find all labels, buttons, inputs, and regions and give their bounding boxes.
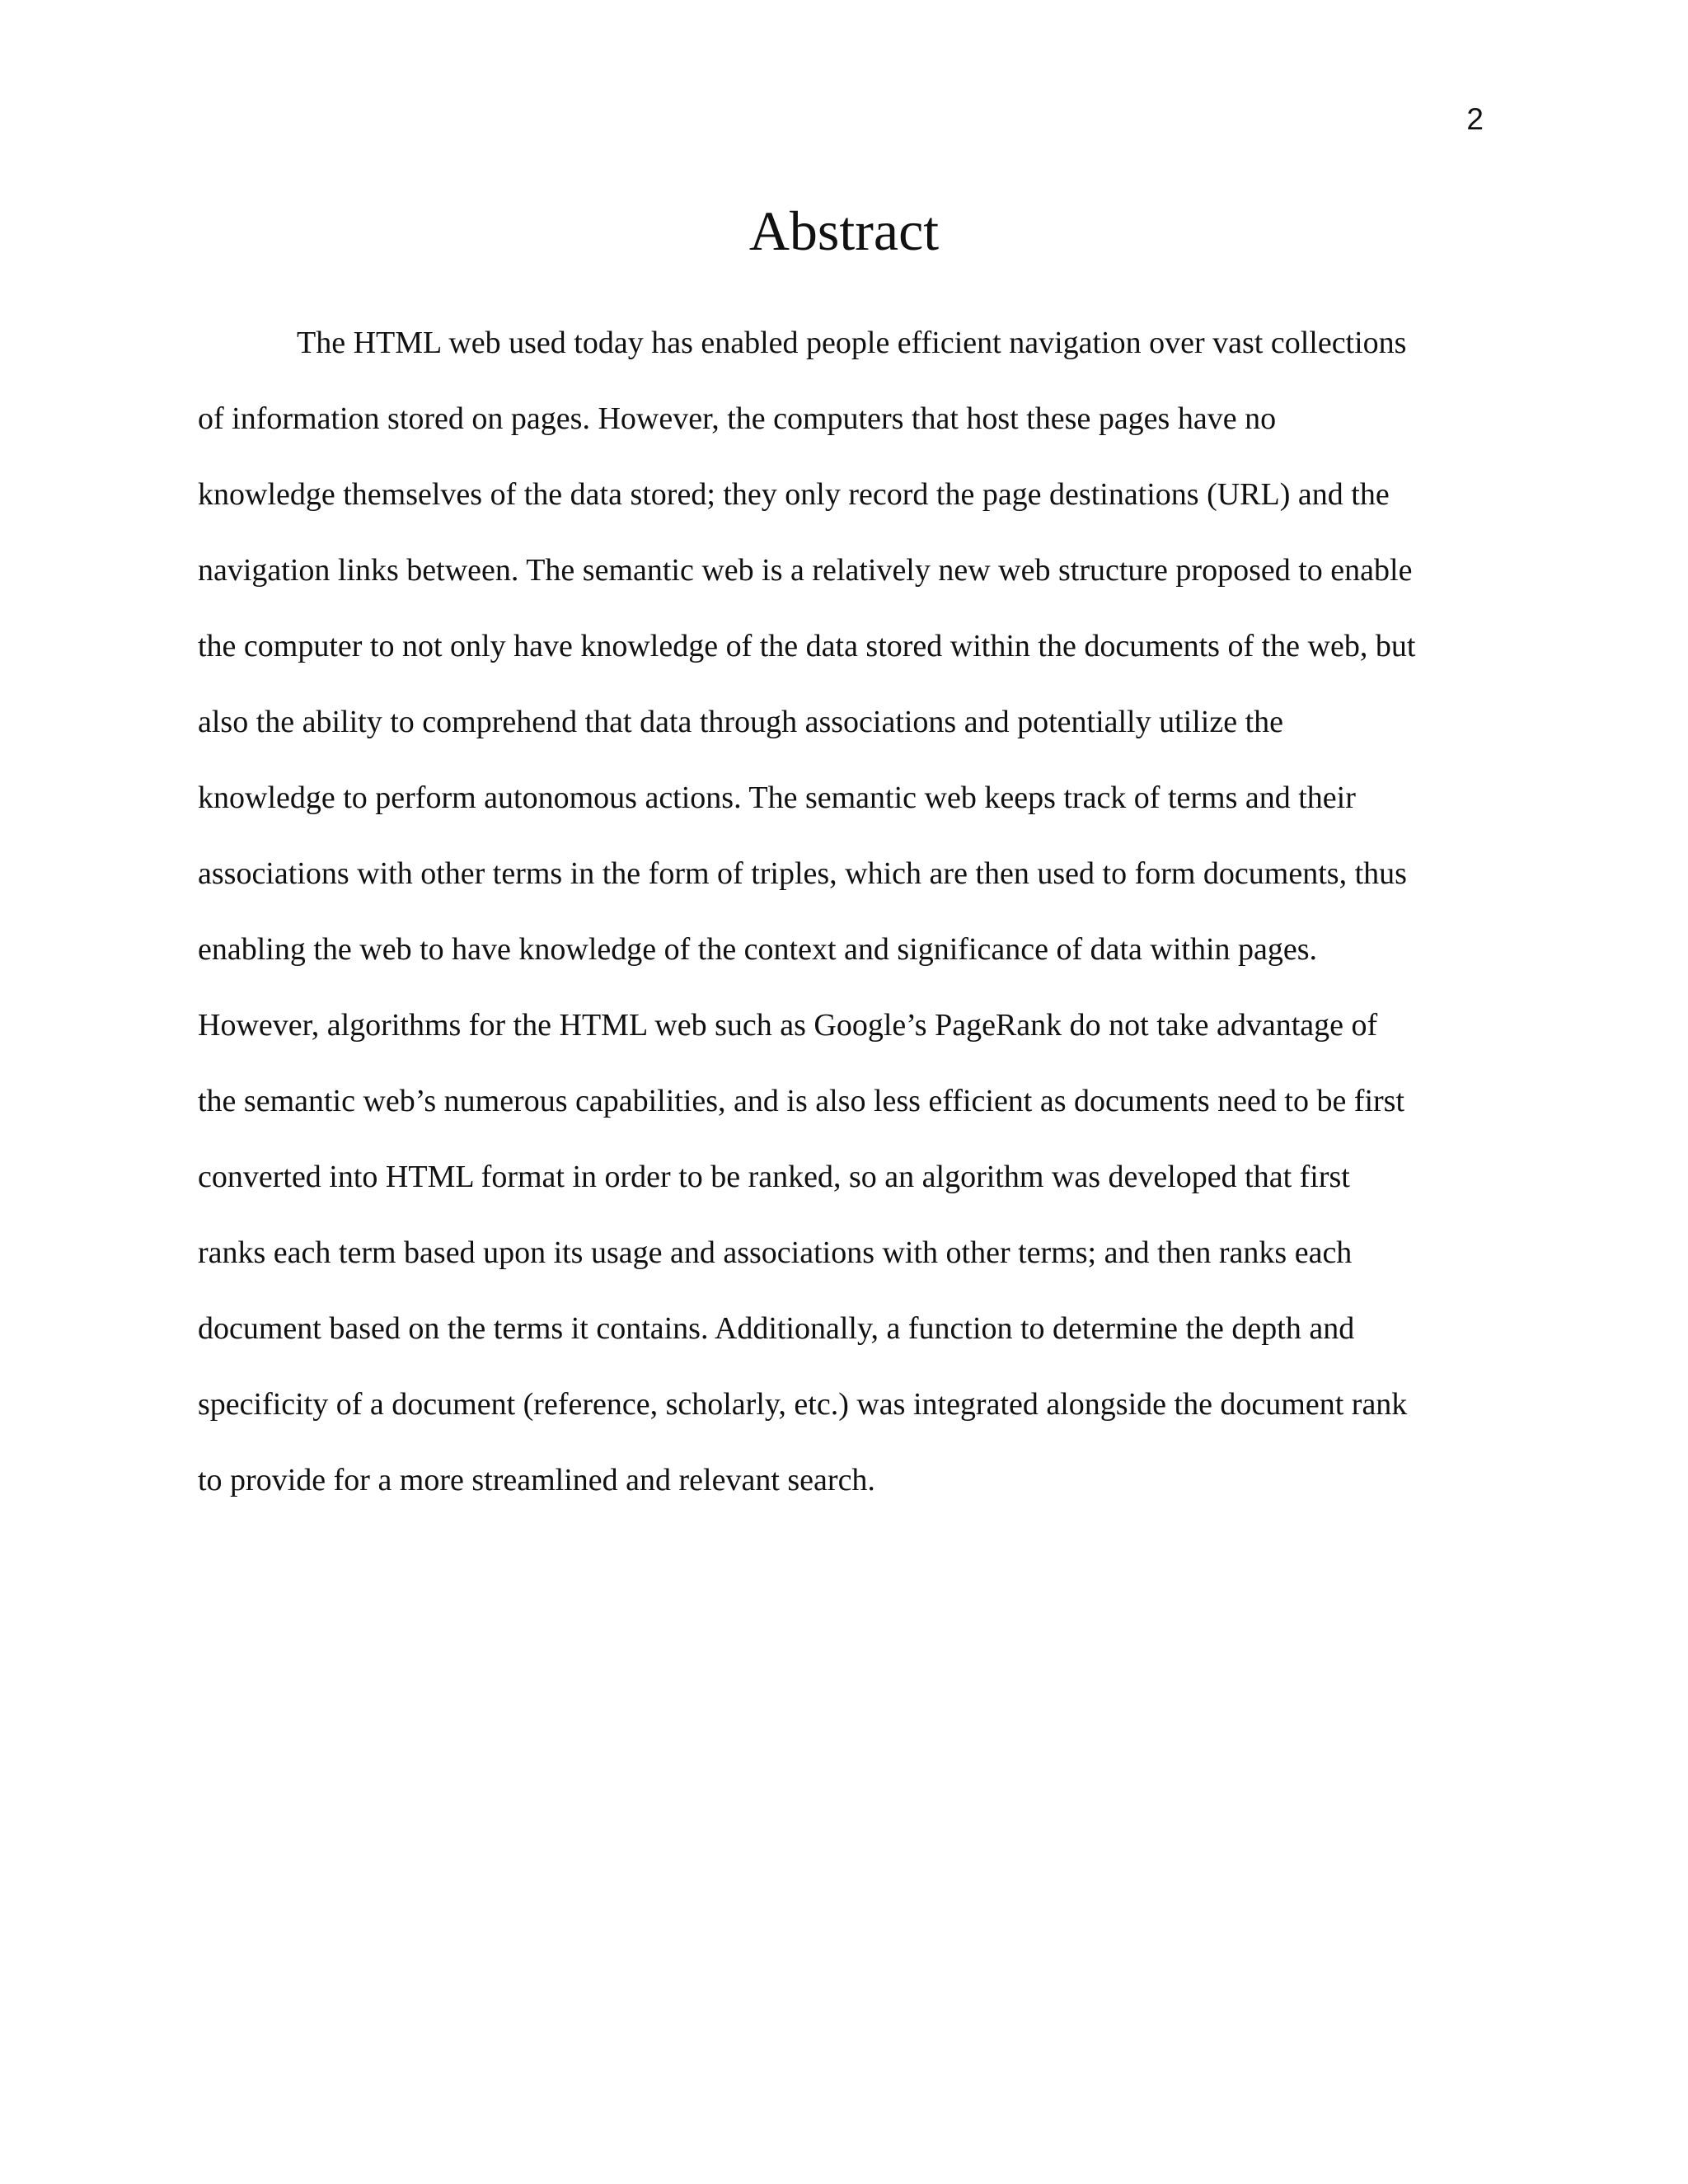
- abstract-line: enabling the web to have knowledge of the context and significance of data within pages.: [198, 932, 1318, 967]
- abstract-line: The HTML web used today has enabled people efficient navigation over vast collections: [297, 326, 1407, 360]
- abstract-line: associations with other terms in the form of triples, which are then used to form documents, thus: [198, 856, 1407, 891]
- abstract-line: knowledge to perform autonomous actions. The semantic web keeps track of terms and their: [198, 780, 1356, 815]
- abstract-line: the semantic web’s numerous capabilities, and is also less efficient as documents need to be first: [198, 1084, 1405, 1118]
- abstract-line: the computer to not only have knowledge of the data stored within the documents of the web, but: [198, 629, 1416, 663]
- abstract-line: to provide for a more streamlined and relevant search.: [198, 1463, 875, 1497]
- abstract-line: document based on the terms it contains. Additionally, a function to determine the depth and: [198, 1311, 1355, 1346]
- abstract-line: ranks each term based upon its usage and associations with other terms; and then ranks each: [198, 1235, 1353, 1270]
- abstract-line: converted into HTML format in order to be ranked, so an algorithm was developed that first: [198, 1160, 1350, 1194]
- abstract-line: navigation links between. The semantic web is a relatively new web structure proposed to enable: [198, 553, 1413, 588]
- abstract-line: of information stored on pages. However, the computers that host these pages have no: [198, 401, 1277, 436]
- page-number: 2: [1466, 102, 1484, 136]
- abstract-line: knowledge themselves of the data stored; they only record the page destinations (URL) and the: [198, 477, 1390, 512]
- abstract-body: [198, 320, 1500, 1533]
- abstract-title: Abstract: [748, 199, 940, 262]
- abstract-line: However, algorithms for the HTML web such as Google’s PageRank do not take advantage of: [198, 1008, 1378, 1043]
- abstract-line: specificity of a document (reference, scholarly, etc.) was integrated alongside the document rank: [198, 1387, 1408, 1422]
- abstract-line: also the ability to comprehend that data through associations and potentially utilize the: [198, 705, 1283, 739]
